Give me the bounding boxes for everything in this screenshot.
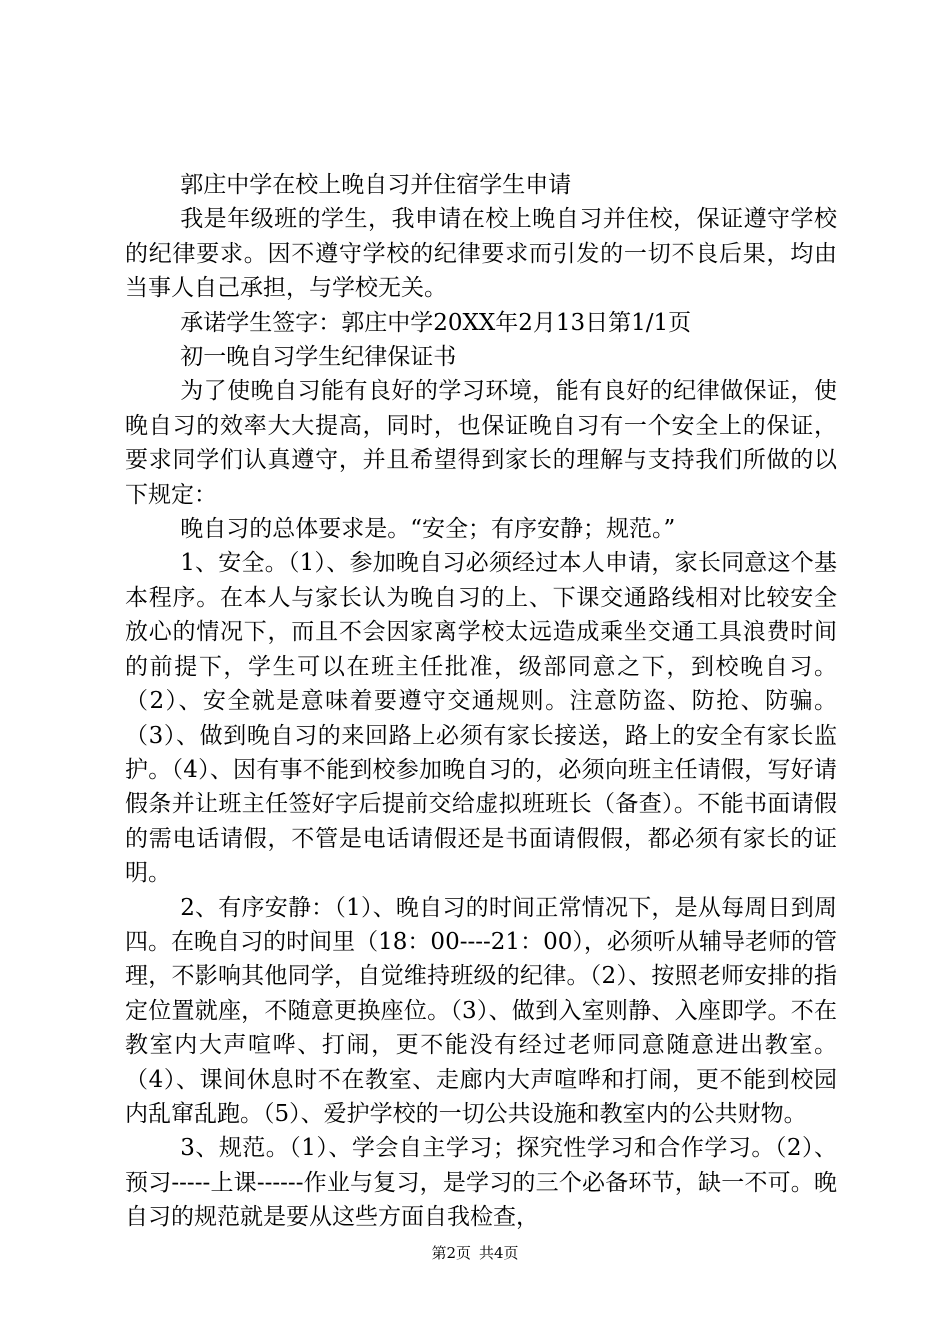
page-number: 第2页 <box>431 1244 471 1262</box>
document-body <box>125 168 837 1235</box>
document-title: 郭庄中学在校上晚自习并住宿学生申请 <box>180 172 572 198</box>
page-footer <box>0 1243 950 1263</box>
page-total: 共4页 <box>479 1244 519 1262</box>
general-requirement-paragraph: 晚自习的总体要求是。“安全；有序安静；规范。” <box>180 516 676 543</box>
section-heading: 初一晚自习学生纪律保证书 <box>180 344 457 371</box>
signature-line: 承诺学生签字：郭庄中学20XX年2月13日第1/1页 <box>180 309 692 336</box>
intro-paragraph: 为了使晚自习能有良好的学习环境，能有良好的纪律做保证，使晚自习的效率大大提高，同时，也保证晚自习有一个安全上的保证，要求同学们认真遵守，并且希望得到家长的理解与支持我们所做的以下规定： <box>125 378 837 508</box>
rule-safety-paragraph: 1、安全。（1）、参加晚自习必须经过本人申请，家长同意这个基本程序。在本人与家长认为晚自习的上、下课交通路线相对比较安全放心的情况下，而且不会因家离学校太远造成乘坐交通工具浪费时间的前提下，学生可以在班主任批准，级部同意之下，到校晚自习。（2）、安全就是意味着要遵守交通规则。注意防盗、防抢、防骗。（3）、做到晚自习的来回路上必须有家长接送，路上的安全有家长监护。（4）、因有事不能到校参加晚自习的，必须向班主任请假，写好请假条并让班主任签好字后提前交给虚拟班班长（备查）。不能书面请假的需电话请假，不管是电话请假还是书面请假假，都必须有家长的证明。 <box>125 550 837 887</box>
rule-standard-paragraph: 3、规范。（1）、学会自主学习；探究性学习和合作学习。（2）、预习-----上课------作业与复习，是学习的三个必备环节，缺一不可。晚自习的规范就是要从这些方面自我检查， <box>125 1135 837 1231</box>
application-paragraph: 我是年级班的学生，我申请在校上晚自习并住校，保证遵守学校的纪律要求。因不遵守学校的纪律要求而引发的一切不良后果，均由当事人自己承担，与学校无关。 <box>125 206 837 302</box>
rule-order-paragraph: 2、有序安静：（1）、晚自习的时间正常情况下，是从每周日到周四。在晚自习的时间里（18：00----21：00），必须听从辅导老师的管理，不影响其他同学，自觉维持班级的纪律。（2）、按照老师安排的指定位置就座，不随意更换座位。（3）、做到入室则静、入座即学。不在教室内大声喧哗、打闹，更不能没有经过老师同意随意进出教室。（4）、课间休息时不在教室、走廊内大声喧哗和打闹，更不能到校园内乱窜乱跑。（5）、爱护学校的一切公共设施和教室内的公共财物。 <box>125 894 837 1127</box>
